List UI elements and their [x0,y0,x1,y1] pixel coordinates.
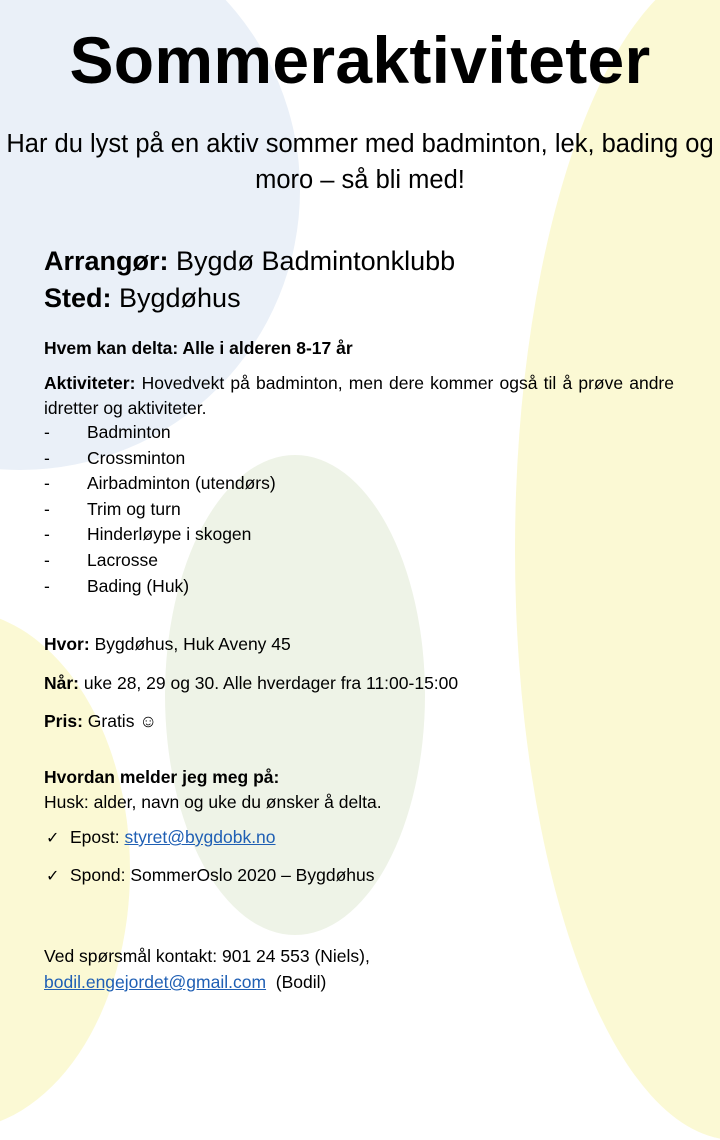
checkmark-icon: ✓ [46,866,60,885]
price-line [44,711,157,732]
list-bullet: - [44,422,50,442]
activities-label: Aktiviteter: [44,373,136,393]
list-bullet: - [44,499,50,519]
signup-spond-text: Spond: SommerOslo 2020 – Bygdøhus [70,865,375,885]
intro-text: Har du lyst på en aktiv sommer med badminton, lek, bading og moro – så bli med! [6,130,714,194]
list-bullet: - [44,550,50,570]
price-value: Gratis ☺ [82,711,158,731]
activity-label: Hinderløype i skogen [87,524,252,544]
activity-list-item [44,448,185,469]
activities-intro [44,371,674,421]
activities-text: Hovedvekt på badminton, men dere kommer også til å prøve andre idretter og aktiviteter. [44,373,674,418]
price-label: Pris: [44,711,83,731]
schedule-value: uke 28, 29 og 30. Alle hverdager fra 11:00-15:00 [79,673,459,693]
checkmark-icon: ✓ [46,828,60,847]
schedule-label: Når: [44,673,80,693]
contact-text: Ved spørsmål kontakt: 901 24 553 (Niels), [44,946,370,966]
eligibility-text: Hvem kan delta: Alle i alderen 8-17 år [44,338,353,358]
activity-label: Bading (Huk) [87,576,190,596]
activity-label: Badminton [87,422,171,442]
signup-email-label: Epost: [70,827,125,847]
list-bullet: - [44,473,50,493]
signup-email-link[interactable]: styret@bygdobk.no [124,827,276,847]
activity-label: Airbadminton (utendørs) [87,473,276,493]
location-label: Hvor: [44,634,90,654]
venue-label: Sted: [44,283,112,313]
list-bullet: - [44,576,50,596]
contact-email-line [44,972,326,993]
activity-list-item [44,550,158,571]
activity-list-item [44,422,171,443]
venue-line [44,283,241,314]
organizer-label: Arrangør: [44,246,169,276]
signup-heading: Hvordan melder jeg meg på: [44,767,280,787]
page-title: Sommeraktiviteter [69,23,651,97]
activity-label: Trim og turn [87,499,181,519]
signup-note: Husk: alder, navn og uke du ønsker å delta. [44,792,382,812]
location-value: Bygdøhus, Huk Aveny 45 [89,634,291,654]
organizer-line [44,246,455,277]
activity-list-item [44,473,276,494]
activity-label: Lacrosse [87,550,159,570]
contact-suffix: (Bodil) [266,972,327,992]
list-bullet: - [44,524,50,544]
signup-email-line [46,827,276,848]
contact-email-link[interactable]: bodil.engejordet@gmail.com [44,972,267,992]
schedule-line [44,673,458,694]
signup-spond-line [46,865,374,886]
location-line [44,634,291,655]
organizer-value: Bygdø Badmintonklubb [168,246,456,276]
list-bullet: - [44,448,50,468]
activity-list-item [44,499,181,520]
activity-list-item [44,576,189,597]
activity-label: Crossminton [87,448,186,468]
activity-list-item [44,524,251,545]
venue-value: Bygdøhus [111,283,241,313]
